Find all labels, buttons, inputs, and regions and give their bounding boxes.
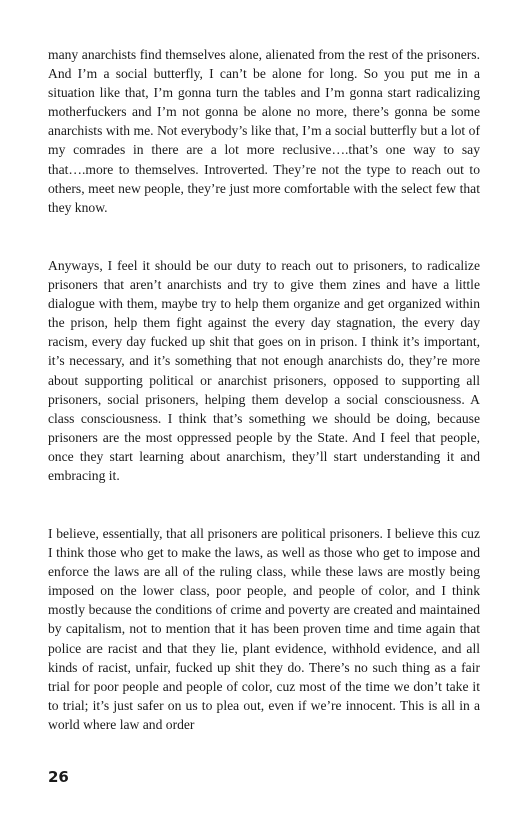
paragraph-1: many anarchists find themselves alone, alienated from the rest of the prisoners. And I’m a social butterfly, I can’t be alone for long. So you put me in a situation like that, I’m gonna turn the tables and I’m gonna start radicalizing motherfuckers and I’m not gonna be alone no more, there’s gonna be some anarchists with me. Not everybody’s like that, I’m a social butterfly but a lot of my comrades in there are a lot more reclusive….that’s one way to say that….more to themselves. Introverted. They’re not the type to reach out to others, meet new people, they’re just more comfortable with the select few that they know. [48,47,480,215]
page-number: 26 [48,768,69,786]
paragraph-2: Anyways, I feel it should be our duty to reach out to prisoners, to radicalize prisoners that aren’t anarchists and try to give them zines and have a little dialogue with them, maybe try to help them organize and get organized within the prison, help them fight against the every day stagnation, the every day racism, every day fucked up shit that goes on in prison. I think it’s important, it’s necessary, and it’s something that not enough anarchists do, they’re more about supporting political or anarchist prisoners, opposed to supporting all prisoners, social prisoners, helping them develop a social consciousness. A class consciousness. I think that’s something we should be doing, because prisoners are the most oppressed people by the State. And I feel that people, once they start learning about anarchism, they’ll start understanding it and embracing it. [48,258,480,484]
paragraph-3: I believe, essentially, that all prisoners are political prisoners. I believe this cuz I think those who get to make the laws, as well as those who get to impose and enforce the laws are all of the ruling class, while these laws are mostly being imposed on the lower class, poor people, and people of color, and I think mostly because the conditions of crime and poverty are created and maintained by capitalism, not to mention that it has been proven time and time again that police are racist and that they lie, plant evidence, withhold evidence, and all kinds of racist, unfair, fucked up shit they do. There’s no such thing as a fair trial for poor people and people of color, cuz most of the time we don’t take it to trial; it’s just safer on us to plea out, even if we’re innocent. This is all in a world where law and order [48,526,480,732]
